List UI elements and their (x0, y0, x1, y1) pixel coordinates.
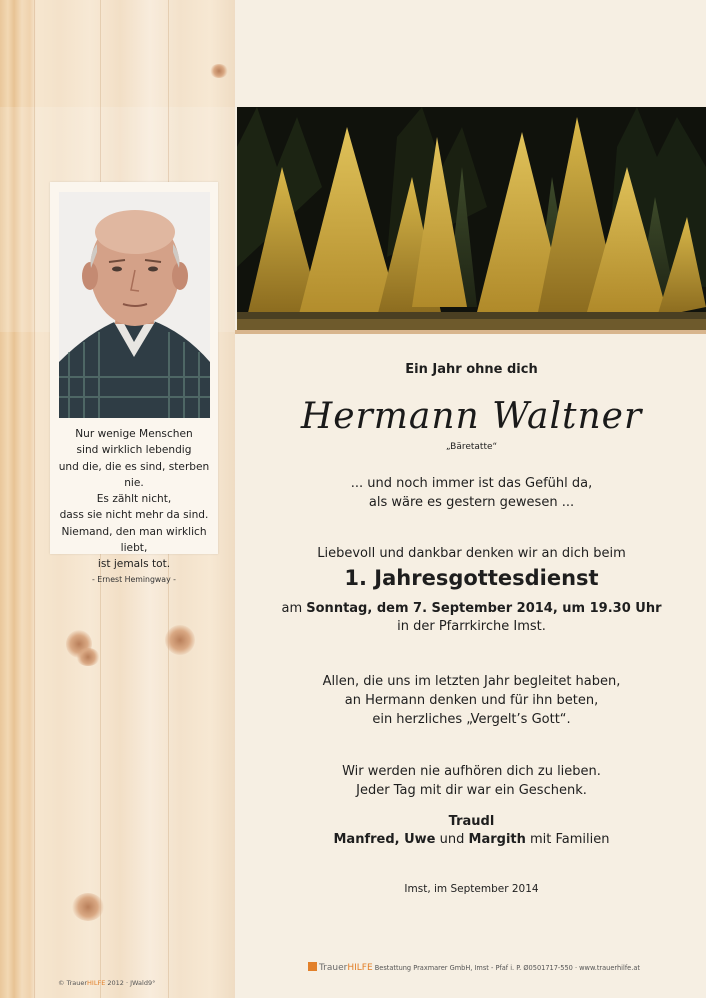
quote-line: sind wirklich lebendig (76, 444, 192, 457)
signature-family (237, 832, 706, 847)
quote-line: ist jemals tot. (97, 558, 171, 571)
service-datetime (237, 601, 706, 616)
wood-knot (165, 625, 195, 655)
wood-knot (76, 648, 100, 666)
place-date: Imst, im September 2014 (404, 883, 539, 895)
love-line: Wir werden nie aufhören dich zu lieben. (342, 764, 601, 779)
church-location: in der Pfarrkirche Imst. (397, 619, 546, 634)
footer-logo-part2: HILFE (347, 963, 373, 973)
love-line: Jeder Tag mit dir war ein Geschenk. (356, 783, 587, 798)
signature-names-2: Margith (468, 832, 526, 847)
quote-line: Niemand, den man wirklich liebt, (61, 525, 207, 555)
service-prefix: am (281, 601, 307, 616)
footer (308, 962, 706, 973)
thanks-line: ein herzliches „Vergelt’s Gott“. (372, 712, 571, 727)
nickname: „Bäretatte“ (445, 442, 498, 452)
signature-suffix: mit Familien (525, 832, 610, 847)
service-date: Sonntag, dem 7. September 2014, um 19.30 Uhr (306, 601, 662, 616)
wood-knot (72, 893, 104, 921)
love-text (237, 762, 706, 800)
quote-line: Nur wenige Menschen (75, 428, 193, 440)
service-title: 1. Jahresgottesdienst (344, 566, 599, 590)
quote-line: und die, die es sind, sterben nie. (58, 460, 210, 489)
copyright-prefix: © Trauer (58, 979, 88, 987)
wood-grain-line (34, 0, 35, 998)
signature-names-1: Manfred, Uwe (333, 832, 436, 847)
quote (50, 426, 218, 587)
feeling-line: als wäre es gestern gewesen ... (368, 495, 575, 510)
quote-line: Es zählt nicht, (96, 493, 172, 506)
feeling-line: ... und noch immer ist das Gefühl da, (350, 476, 593, 491)
photo-divider (235, 330, 706, 334)
thanks-line: Allen, die uns im letzten Jahr begleitet haben, (322, 674, 621, 689)
notice-heading: Ein Jahr ohne dich (405, 362, 538, 377)
thanks-line: an Hermann denken und für ihn beten, (344, 693, 599, 708)
quote-line: dass sie nicht mehr da sind. (59, 509, 209, 522)
deceased-name: Hermann Waltner (300, 396, 643, 437)
copyright (58, 979, 208, 987)
wood-knot (210, 64, 228, 78)
signature-primary: Traudl (448, 814, 495, 829)
trauerhilfe-logo-icon (308, 962, 317, 971)
autumn-larch-forest-photo (237, 107, 706, 330)
footer-logo-part1: Trauer (319, 963, 348, 973)
quote-author: - Ernest Hemingway - (92, 574, 176, 584)
thanks-text (237, 672, 706, 729)
footer-text: Bestattung Praxmarer GmbH, Imst - Pfaf i. P. Ø0501717-550 · www.trauerhilfe.at (372, 964, 640, 972)
feeling-text (237, 474, 706, 512)
copyright-suffix: 2012 · JWald9° (105, 979, 156, 987)
top-strip (235, 0, 706, 107)
portrait-card (50, 182, 218, 584)
copyright-brand: HILFE (87, 979, 106, 987)
portrait-photo (59, 192, 210, 418)
signature-conjunction: und (435, 832, 469, 847)
invite-text: Liebevoll und dankbar denken wir an dich beim (317, 546, 626, 561)
